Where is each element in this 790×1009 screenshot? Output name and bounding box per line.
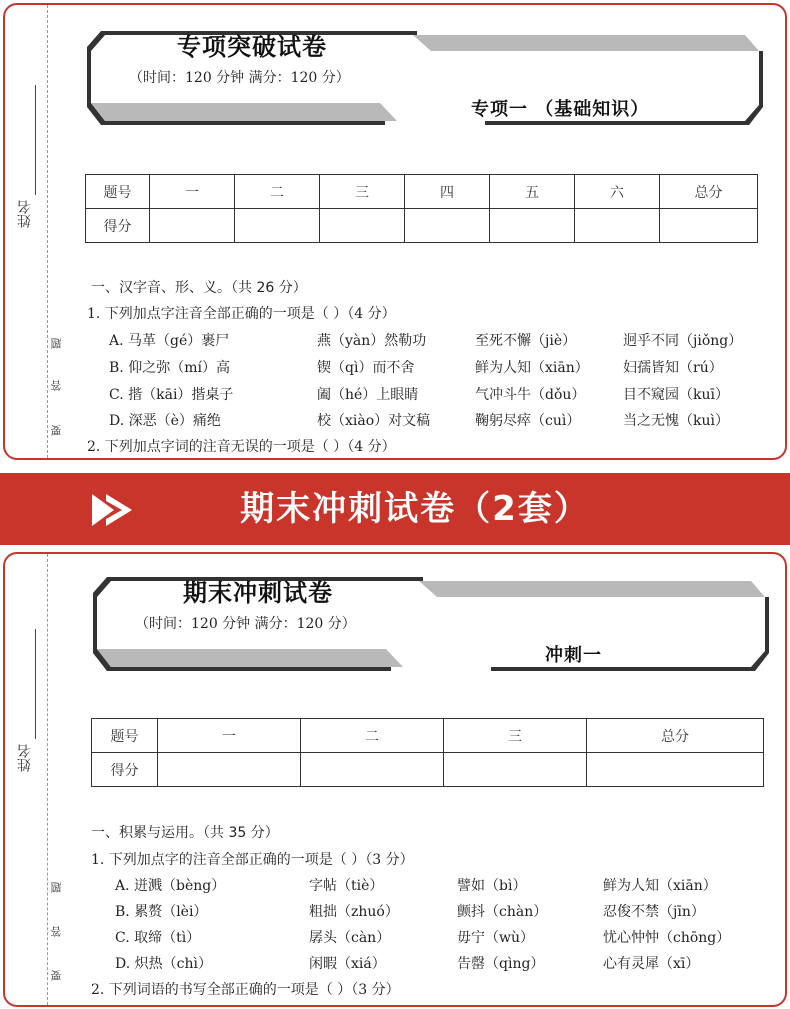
paper-subtitle: 冲刺一 — [545, 645, 602, 666]
option-a-3: 譬如（bì） — [457, 878, 527, 894]
option-d-2: 闲暇（xiá） — [309, 956, 386, 972]
option-b-3: 鲜为人知（xiān） — [475, 360, 589, 376]
question-1: 1. 下列加点字的注音全部正确的一项是（ ）（3 分） — [91, 852, 414, 868]
paper-header — [85, 31, 765, 126]
score-input-1[interactable] — [150, 209, 235, 243]
score-input-total[interactable] — [660, 209, 758, 243]
question-1: 1. 下列加点字注音全部正确的一项是（ ）（4 分） — [87, 306, 396, 322]
score-input-2[interactable] — [301, 753, 444, 787]
option-a-2: 字帖（tiè） — [309, 878, 384, 894]
option-b-1: B. 累赘（lèi） — [115, 904, 208, 920]
score-input-4[interactable] — [405, 209, 490, 243]
question-2: 2. 下列加点字词的注音无误的一项是（ ）（4 分） — [87, 439, 396, 455]
cell-header-2: 二 — [235, 175, 320, 209]
option-b-4: 忍俊不禁（jīn） — [603, 904, 705, 920]
exam-card-final — [3, 552, 787, 1007]
score-input-5[interactable] — [490, 209, 575, 243]
cell-header-label: 题号 — [86, 175, 150, 209]
option-a-1: A. 迸溅（bèng） — [115, 878, 226, 894]
option-d-4: 当之无愧（kuì） — [623, 413, 729, 429]
paper-title: 期末冲刺试卷 — [183, 578, 333, 607]
option-c-4: 忧心忡忡（chōng） — [603, 930, 731, 946]
name-underline — [35, 629, 36, 739]
cell-header-1: 一 — [158, 719, 301, 753]
cell-header-6: 六 — [575, 175, 660, 209]
gutter-char-yao: 要 — [50, 970, 63, 981]
option-b-3: 颤抖（chàn） — [457, 904, 548, 920]
option-d-2: 校（xiào）对文稿 — [317, 413, 431, 429]
cell-header-total: 总分 — [587, 719, 764, 753]
option-c-1: C. 取缔（tì） — [115, 930, 201, 946]
gutter-char-ti: 题 — [50, 338, 63, 349]
gutter-name-label: 姓名 — [17, 744, 33, 772]
option-d-3: 鞠躬尽瘁（cuì） — [475, 413, 581, 429]
section-banner — [0, 473, 790, 545]
binding-gutter — [5, 554, 63, 1005]
score-input-1[interactable] — [158, 753, 301, 787]
option-d-1: D. 深恶（è）痛绝 — [109, 413, 221, 429]
gutter-char-da: 答 — [50, 926, 63, 937]
score-table-header — [86, 175, 758, 209]
cell-header-total: 总分 — [660, 175, 758, 209]
paper-title: 专项突破试卷 — [177, 32, 327, 61]
binding-gutter — [5, 5, 63, 458]
option-a-4: 迥乎不同（jiǒng） — [623, 333, 743, 349]
question-2: 2. 下列词语的书写全部正确的一项是（ ）（3 分） — [91, 982, 400, 998]
gutter-char-da: 答 — [50, 380, 63, 391]
section-heading: 一、汉字音、形、义。（共 26 分） — [91, 280, 307, 296]
option-c-2: 阖（hé）上眼睛 — [317, 387, 419, 403]
score-input-3[interactable] — [444, 753, 587, 787]
option-b-1: B. 仰之弥（mí）高 — [109, 360, 230, 376]
cell-header-3: 三 — [444, 719, 587, 753]
score-table-header — [92, 719, 764, 753]
cell-header-1: 一 — [150, 175, 235, 209]
option-c-1: C. 揩（kāi）揩桌子 — [109, 387, 234, 403]
gutter-name-label: 姓名 — [17, 200, 33, 228]
cell-header-3: 三 — [320, 175, 405, 209]
option-c-4: 目不窥园（kuī） — [623, 387, 729, 403]
option-a-4: 鲜为人知（xiān） — [603, 878, 717, 894]
option-c-2: 孱头（càn） — [309, 930, 391, 946]
cell-header-2: 二 — [301, 719, 444, 753]
section-heading: 一、积累与运用。（共 35 分） — [91, 825, 279, 841]
option-b-2: 锲（qì）而不舍 — [317, 360, 415, 376]
option-d-3: 告罄（qìng） — [457, 956, 545, 972]
score-table — [85, 174, 758, 243]
option-a-2: 燕（yàn）然勒功 — [317, 333, 427, 349]
score-table — [91, 718, 764, 787]
option-c-3: 气冲斗牛（dǒu） — [475, 387, 586, 403]
score-input-6[interactable] — [575, 209, 660, 243]
exam-card-special — [3, 3, 787, 460]
cell-header-5: 五 — [490, 175, 575, 209]
cell-score-label: 得分 — [92, 753, 158, 787]
option-a-1: A. 马革（gé）裹尸 — [109, 333, 230, 349]
cut-line — [47, 5, 48, 458]
option-b-4: 妇孺皆知（rú） — [623, 360, 723, 376]
cut-line — [47, 554, 48, 1005]
time-info: （时间：120 分钟 满分：120 分） — [135, 616, 356, 632]
option-b-2: 粗拙（zhuó） — [309, 904, 399, 920]
cell-header-label: 题号 — [92, 719, 158, 753]
time-info: （时间：120 分钟 满分：120 分） — [129, 70, 350, 86]
gutter-char-ti: 题 — [50, 882, 63, 893]
name-underline — [35, 85, 36, 195]
score-input-3[interactable] — [320, 209, 405, 243]
score-input-2[interactable] — [235, 209, 320, 243]
option-c-3: 毋宁（wù） — [457, 930, 534, 946]
option-d-1: D. 炽热（chì） — [115, 956, 212, 972]
option-d-4: 心有灵犀（xī） — [603, 956, 700, 972]
cell-score-label: 得分 — [86, 209, 150, 243]
banner-title: 期末冲刺试卷（2套） — [240, 489, 590, 529]
gutter-char-yao: 要 — [50, 425, 63, 436]
score-table-row — [92, 753, 764, 787]
score-input-total[interactable] — [587, 753, 764, 787]
paper-header — [91, 577, 771, 672]
option-a-3: 至死不懈（jiè） — [475, 333, 577, 349]
cell-header-4: 四 — [405, 175, 490, 209]
score-table-row — [86, 209, 758, 243]
paper-subtitle: 专项一 （基础知识） — [471, 99, 650, 120]
